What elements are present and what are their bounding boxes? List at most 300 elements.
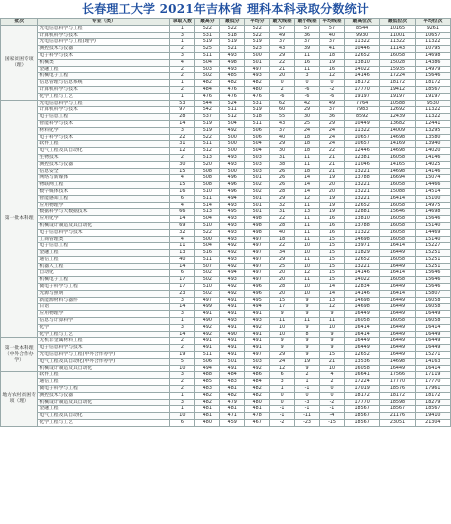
value-cell: 11322 xyxy=(415,107,450,114)
value-cell: 16449 xyxy=(415,331,450,338)
value-cell: 25 xyxy=(270,263,295,270)
value-cell: 24 xyxy=(320,127,345,134)
value-cell: 18567 xyxy=(344,420,379,427)
major-name-cell: 电气工程及其自动化(中外合作办学) xyxy=(38,358,170,365)
table-row xyxy=(1,100,451,107)
value-cell: 0 xyxy=(295,80,320,87)
value-cell: 9 xyxy=(295,352,320,359)
header-row xyxy=(1,19,451,26)
value-cell: 497 xyxy=(245,66,270,73)
value-cell: -3 xyxy=(295,399,320,406)
value-cell: 36 xyxy=(295,32,320,39)
value-cell: 511 xyxy=(195,352,220,359)
value-cell: 500 xyxy=(220,134,245,141)
value-cell: 14009 xyxy=(380,127,415,134)
value-cell: 503 xyxy=(195,66,220,73)
value-cell: 30 xyxy=(170,161,195,168)
major-name-cell: 测控技术与仪器 xyxy=(38,392,170,399)
value-cell: 0 xyxy=(320,80,345,87)
value-cell: 39 xyxy=(295,46,320,53)
value-cell: 504 xyxy=(220,120,245,127)
value-cell: 497 xyxy=(195,297,220,304)
table-row xyxy=(1,399,451,406)
value-cell: 18279 xyxy=(415,399,450,406)
value-cell: 9 xyxy=(295,324,320,331)
value-cell: 11322 xyxy=(415,39,450,46)
table-row xyxy=(1,284,451,291)
value-cell: 15271 xyxy=(415,352,450,359)
admission-score-table xyxy=(0,18,451,427)
value-cell: 496 xyxy=(220,182,245,189)
value-cell: 14698 xyxy=(380,148,415,155)
value-cell: 12 xyxy=(170,148,195,155)
value-cell: 504 xyxy=(245,148,270,155)
value-cell: 501 xyxy=(220,358,245,365)
value-cell: 498 xyxy=(245,222,270,229)
value-cell: 16058 xyxy=(380,229,415,236)
value-cell: 14514 xyxy=(415,188,450,195)
value-cell: 531 xyxy=(195,32,220,39)
value-cell: 2 xyxy=(170,386,195,393)
value-cell: 28 xyxy=(270,284,295,291)
major-name-cell: 物联网工程 xyxy=(38,182,170,189)
value-cell: 49 xyxy=(320,100,345,107)
major-name-cell: 工商管理类 xyxy=(38,236,170,243)
value-cell: 14020 xyxy=(415,148,450,155)
value-cell: 15 xyxy=(170,168,195,175)
value-cell: 11143 xyxy=(380,46,415,53)
value-cell: 15935 xyxy=(380,66,415,73)
value-cell: 16414 xyxy=(344,331,379,338)
value-cell: 14698 xyxy=(415,52,450,59)
column-header: 最大线差 xyxy=(270,19,295,26)
value-cell: 19 xyxy=(320,59,345,66)
value-cell: 12692 xyxy=(380,107,415,114)
table-row xyxy=(1,148,451,155)
value-cell: 499 xyxy=(195,304,220,311)
value-cell: 15074 xyxy=(415,175,450,182)
value-cell: 12381 xyxy=(344,154,379,161)
value-cell: 497 xyxy=(245,236,270,243)
value-cell: 24 xyxy=(320,134,345,141)
value-cell: 9 xyxy=(320,338,345,345)
value-cell: 488 xyxy=(195,372,220,379)
value-cell: 491 xyxy=(220,297,245,304)
value-cell: 498 xyxy=(220,59,245,66)
value-cell: 524 xyxy=(220,100,245,107)
value-cell: 23051 xyxy=(380,420,415,427)
value-cell: 11322 xyxy=(380,39,415,46)
value-cell: 16449 xyxy=(380,324,415,331)
major-name-cell: 金融工程 xyxy=(38,250,170,257)
table-row xyxy=(1,379,451,386)
value-cell: 16641 xyxy=(344,372,379,379)
major-name-cell: 电气工程及其自动化 xyxy=(38,413,170,420)
value-cell: 16058 xyxy=(380,216,415,223)
value-cell: 19 xyxy=(320,195,345,202)
value-cell: 519 xyxy=(245,39,270,46)
value-cell: 9 xyxy=(320,311,345,318)
value-cell: 497 xyxy=(245,352,270,359)
table-row xyxy=(1,107,451,114)
value-cell: 28 xyxy=(270,188,295,195)
value-cell: 512 xyxy=(220,114,245,121)
value-cell: 11 xyxy=(295,222,320,229)
table-row xyxy=(1,318,451,325)
value-cell: 32 xyxy=(270,202,295,209)
value-cell: 20 xyxy=(270,270,295,277)
value-cell: 511 xyxy=(195,141,220,148)
value-cell: 14698 xyxy=(380,358,415,365)
value-cell: 37 xyxy=(295,39,320,46)
value-cell: 15140 xyxy=(415,222,450,229)
value-cell: 2 xyxy=(170,66,195,73)
major-name-cell: 自动化 xyxy=(38,270,170,277)
value-cell: 13682 xyxy=(380,120,415,127)
value-cell: 17 xyxy=(170,277,195,284)
value-cell: 492 xyxy=(220,127,245,134)
value-cell: 503 xyxy=(245,154,270,161)
value-cell: 10 xyxy=(270,331,295,338)
value-cell: 16449 xyxy=(380,331,415,338)
value-cell: 2 xyxy=(170,46,195,53)
value-cell: 3 xyxy=(170,399,195,406)
value-cell: 16449 xyxy=(380,304,415,311)
value-cell: 495 xyxy=(245,297,270,304)
value-cell: 491 xyxy=(220,352,245,359)
value-cell: 4 xyxy=(170,59,195,66)
value-cell: 482 xyxy=(245,80,270,87)
value-cell: 14 xyxy=(295,188,320,195)
value-cell: 14169 xyxy=(380,141,415,148)
value-cell: 9 xyxy=(270,338,295,345)
major-name-cell: 智能科学与技术 xyxy=(38,120,170,127)
value-cell: 486 xyxy=(245,372,270,379)
value-cell: 17566 xyxy=(380,372,415,379)
table-row xyxy=(1,154,451,161)
table-row xyxy=(1,195,451,202)
page-title: 长春理工大学 2021年吉林省 理科本科录取分数统计 xyxy=(82,2,369,16)
value-cell: 11 xyxy=(295,161,320,168)
value-cell: 14698 xyxy=(344,304,379,311)
value-cell: 497 xyxy=(245,250,270,257)
value-cell: 476 xyxy=(195,93,220,100)
value-cell: 34 xyxy=(270,250,295,257)
major-name-cell: 信息与计算科学 xyxy=(38,318,170,325)
value-cell: 29 xyxy=(270,256,295,263)
value-cell: 16449 xyxy=(415,338,450,345)
major-name-cell: 光电信息科学与工程 xyxy=(38,100,170,107)
value-cell: 14 xyxy=(170,331,195,338)
table-row xyxy=(1,59,451,66)
value-cell: 12 xyxy=(295,270,320,277)
value-cell: 20 xyxy=(270,73,295,80)
value-cell: 485 xyxy=(220,73,245,80)
value-cell: 29 xyxy=(270,52,295,59)
value-cell: 16058 xyxy=(380,236,415,243)
value-cell: 0 xyxy=(270,399,295,406)
value-cell: 542 xyxy=(195,107,220,114)
value-cell: 12652 xyxy=(344,256,379,263)
value-cell: 493 xyxy=(220,216,245,223)
table-row xyxy=(1,345,451,352)
value-cell: 14 xyxy=(170,304,195,311)
value-cell: 41 xyxy=(320,46,345,53)
value-cell: 511 xyxy=(220,107,245,114)
value-cell: 10588 xyxy=(380,100,415,107)
table-row xyxy=(1,243,451,250)
value-cell: 10 xyxy=(295,243,320,250)
value-cell: 15646 xyxy=(415,216,450,223)
major-name-cell: 化学工程与工艺 xyxy=(38,420,170,427)
value-cell: 485 xyxy=(195,379,220,386)
value-cell: 13810 xyxy=(344,216,379,223)
table-row xyxy=(1,209,451,216)
value-cell: 13221 xyxy=(344,188,379,195)
value-cell: 1 xyxy=(270,386,295,393)
value-cell: 19 xyxy=(320,202,345,209)
value-cell: 482 xyxy=(195,399,220,406)
value-cell: 493 xyxy=(220,256,245,263)
table-row xyxy=(1,420,451,427)
value-cell: 10446 xyxy=(344,46,379,53)
value-cell: 18576 xyxy=(380,386,415,393)
value-cell: 1 xyxy=(170,39,195,46)
value-cell: 516 xyxy=(195,250,220,257)
major-name-cell: 化学 xyxy=(38,324,170,331)
value-cell: 18 xyxy=(295,141,320,148)
value-cell: 480 xyxy=(245,399,270,406)
value-cell: 16449 xyxy=(380,250,415,257)
major-name-cell: 日语 xyxy=(38,304,170,311)
batch-group-cell: 国家贫困专项（理） xyxy=(1,25,38,100)
column-header: 平均位次 xyxy=(415,19,450,26)
table-row xyxy=(1,386,451,393)
table-row xyxy=(1,324,451,331)
value-cell: 21304 xyxy=(415,420,450,427)
major-name-cell: 机械电子工程 xyxy=(38,277,170,284)
batch-group-cell: 第一批本科理 xyxy=(1,100,38,338)
value-cell: 13971 xyxy=(344,243,379,250)
value-cell: 500 xyxy=(195,236,220,243)
value-cell: 13295 xyxy=(415,127,450,134)
table-row xyxy=(1,304,451,311)
value-cell: 31 xyxy=(270,154,295,161)
value-cell: 15646 xyxy=(415,270,450,277)
value-cell: 16058 xyxy=(380,182,415,189)
value-cell: 12881 xyxy=(344,209,379,216)
value-cell: 508 xyxy=(195,168,220,175)
table-row xyxy=(1,236,451,243)
value-cell: 502 xyxy=(195,270,220,277)
major-name-cell: 金融工程 xyxy=(38,66,170,73)
value-cell: 10 xyxy=(295,290,320,297)
value-cell: 18 xyxy=(295,134,320,141)
value-cell: 491 xyxy=(220,338,245,345)
value-cell: 15 xyxy=(320,277,345,284)
value-cell: 511 xyxy=(245,120,270,127)
table-row xyxy=(1,338,451,345)
value-cell: 537 xyxy=(195,114,220,121)
value-cell: 14698 xyxy=(344,236,379,243)
value-cell: 0 xyxy=(320,392,345,399)
value-cell: 12652 xyxy=(344,352,379,359)
value-cell: 31 xyxy=(270,209,295,216)
value-cell: 10 xyxy=(270,324,295,331)
table-row xyxy=(1,32,451,39)
value-cell: 16058 xyxy=(380,52,415,59)
value-cell: 18 xyxy=(295,148,320,155)
value-cell: 482 xyxy=(245,392,270,399)
major-name-cell: 数据科学与大数据技术 xyxy=(38,209,170,216)
value-cell: 24 xyxy=(270,358,295,365)
value-cell: 16058 xyxy=(380,277,415,284)
table-row xyxy=(1,406,451,413)
value-cell: 493 xyxy=(245,73,270,80)
value-cell: 15 xyxy=(320,352,345,359)
value-cell: 9 xyxy=(295,365,320,372)
value-cell: 16449 xyxy=(380,338,415,345)
value-cell: 10 xyxy=(295,284,320,291)
value-cell: 11 xyxy=(270,318,295,325)
value-cell: 16058 xyxy=(380,318,415,325)
table-row xyxy=(1,39,451,46)
value-cell: 518 xyxy=(245,114,270,121)
value-cell: 12446 xyxy=(344,148,379,155)
table-row xyxy=(1,222,451,229)
value-cell: 483 xyxy=(220,379,245,386)
value-cell: 15140 xyxy=(415,236,450,243)
value-cell: 15646 xyxy=(415,284,450,291)
value-cell: 37 xyxy=(270,39,295,46)
value-cell: 519 xyxy=(220,39,245,46)
value-cell: 482 xyxy=(220,80,245,87)
value-cell: 12439 xyxy=(380,114,415,121)
value-cell: 9 xyxy=(295,304,320,311)
value-cell: 16694 xyxy=(380,175,415,182)
value-cell: 9530 xyxy=(415,100,450,107)
value-cell: 481 xyxy=(220,386,245,393)
value-cell: 506 xyxy=(245,127,270,134)
table-row xyxy=(1,277,451,284)
value-cell: 484 xyxy=(220,372,245,379)
major-name-cell: 软件工程 xyxy=(38,372,170,379)
value-cell: 16414 xyxy=(380,290,415,297)
value-cell: 525 xyxy=(195,46,220,53)
value-cell: 1 xyxy=(170,392,195,399)
major-name-cell: 测控技术与仪器 xyxy=(38,161,170,168)
major-name-cell: 电子信息科学与技术 xyxy=(38,229,170,236)
value-cell: 11 xyxy=(295,202,320,209)
value-cell: 16449 xyxy=(415,311,450,318)
value-cell: 26 xyxy=(270,168,295,175)
major-name-cell: 计算机科学与技术 xyxy=(38,32,170,39)
value-cell: 12652 xyxy=(344,202,379,209)
value-cell: 14 xyxy=(170,216,195,223)
value-cell: 17770 xyxy=(415,379,450,386)
value-cell: 30 xyxy=(295,114,320,121)
major-name-cell: 通信工程 xyxy=(38,256,170,263)
value-cell: 519 xyxy=(195,127,220,134)
value-cell: 12834 xyxy=(344,284,379,291)
table-row xyxy=(1,216,451,223)
value-cell: 491 xyxy=(245,345,270,352)
value-cell: 507 xyxy=(195,263,220,270)
value-cell: 3 xyxy=(170,32,195,39)
table-row xyxy=(1,392,451,399)
value-cell: 17 xyxy=(170,284,195,291)
value-cell: 19 xyxy=(295,358,320,365)
table-row xyxy=(1,127,451,134)
value-cell: 504 xyxy=(245,141,270,148)
value-cell: 2 xyxy=(295,372,320,379)
value-cell: 8592 xyxy=(344,114,379,121)
table-row xyxy=(1,175,451,182)
value-cell: 493 xyxy=(220,66,245,73)
table-row xyxy=(1,93,451,100)
value-cell: 492 xyxy=(195,331,220,338)
value-cell: 11 xyxy=(295,52,320,59)
major-name-cell: 材料化学 xyxy=(38,127,170,134)
value-cell: 19 xyxy=(170,352,195,359)
value-cell: 4 xyxy=(170,202,195,209)
value-cell: 510 xyxy=(195,284,220,291)
value-cell: 19412 xyxy=(380,86,415,93)
value-cell: 15 xyxy=(320,263,345,270)
value-cell: 522 xyxy=(220,25,245,32)
value-cell: 14698 xyxy=(380,134,415,141)
value-cell: -1 xyxy=(295,386,320,393)
value-cell: 493 xyxy=(220,222,245,229)
value-cell: 10165 xyxy=(380,25,415,32)
value-cell: 16414 xyxy=(415,365,450,372)
value-cell: 57 xyxy=(320,25,345,32)
value-cell: 10795 xyxy=(415,46,450,53)
value-cell: -1 xyxy=(295,406,320,413)
value-cell: 13810 xyxy=(344,59,379,66)
value-cell: -2 xyxy=(320,399,345,406)
value-cell: 483 xyxy=(195,386,220,393)
value-cell: 9 xyxy=(295,338,320,345)
value-cell: -2 xyxy=(270,420,295,427)
value-cell: 16058 xyxy=(415,304,450,311)
value-cell: 10 xyxy=(170,365,195,372)
value-cell: 40 xyxy=(320,32,345,39)
table-row xyxy=(1,120,451,127)
table-row xyxy=(1,66,451,73)
value-cell: 11 xyxy=(170,243,195,250)
value-cell: 3 xyxy=(170,297,195,304)
value-cell: 490 xyxy=(220,331,245,338)
value-cell: 15 xyxy=(320,243,345,250)
value-cell: 21 xyxy=(270,66,295,73)
value-cell: 15088 xyxy=(380,188,415,195)
value-cell: 14022 xyxy=(344,66,379,73)
value-cell: 496 xyxy=(220,188,245,195)
major-name-cell: 新能源材料与器件 xyxy=(38,297,170,304)
value-cell: 506 xyxy=(195,358,220,365)
value-cell: 503 xyxy=(245,358,270,365)
value-cell: 4 xyxy=(170,175,195,182)
value-cell: 502 xyxy=(195,73,220,80)
value-cell: 15100 xyxy=(415,195,450,202)
value-cell: 2 xyxy=(170,154,195,161)
major-name-cell: 电子信息科学与技术 xyxy=(38,345,170,352)
value-cell: 0 xyxy=(320,386,345,393)
value-cell: 30 xyxy=(270,148,295,155)
value-cell: 508 xyxy=(195,182,220,189)
table-row xyxy=(1,52,451,59)
